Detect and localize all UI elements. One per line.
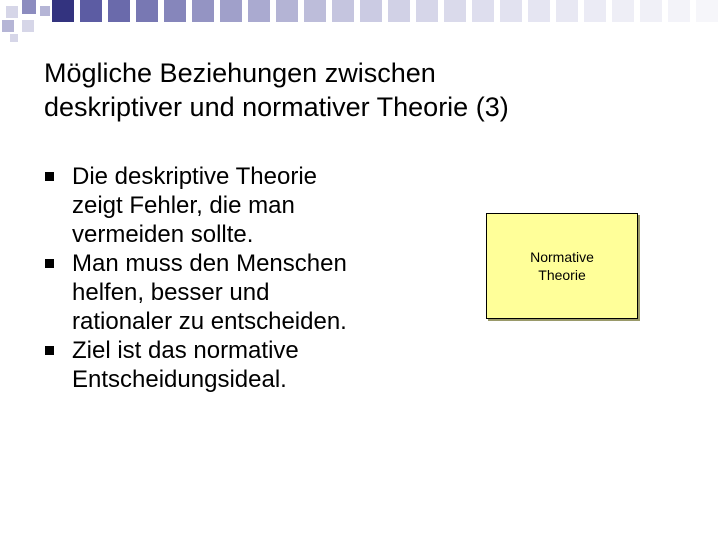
bullet-line: Man muss den Menschen (72, 250, 347, 277)
bullet-item (44, 162, 424, 249)
square-bullet-icon (45, 346, 54, 355)
box-label-line-2: Theorie (538, 267, 586, 283)
bullet-line: vermeiden sollte. (72, 221, 254, 248)
bullet-line: helfen, besser und (72, 279, 270, 306)
bullet-line: zeigt Fehler, die man (72, 192, 295, 219)
bullet-line: Entscheidungsideal. (72, 366, 287, 393)
bullet-line: Die deskriptive Theorie (72, 163, 318, 190)
square-bullet-icon (45, 259, 54, 268)
bullet-list (44, 162, 424, 394)
bullet-line: rationaler zu entscheiden. (72, 308, 347, 335)
bullet-item (44, 336, 424, 394)
header-decoration (0, 0, 720, 60)
square-bullet-icon (45, 172, 54, 181)
bullet-line: Ziel ist das normative (72, 337, 299, 364)
box-label-line-1: Normative (530, 249, 594, 265)
bullet-item (44, 249, 424, 336)
slide-title-line-1: Mögliche Beziehungen zwischen (44, 58, 436, 88)
slide-title-line-2: deskriptiver und normativer Theorie (3) (44, 92, 509, 122)
normative-theory-box (486, 213, 638, 319)
slide-title (44, 56, 684, 124)
